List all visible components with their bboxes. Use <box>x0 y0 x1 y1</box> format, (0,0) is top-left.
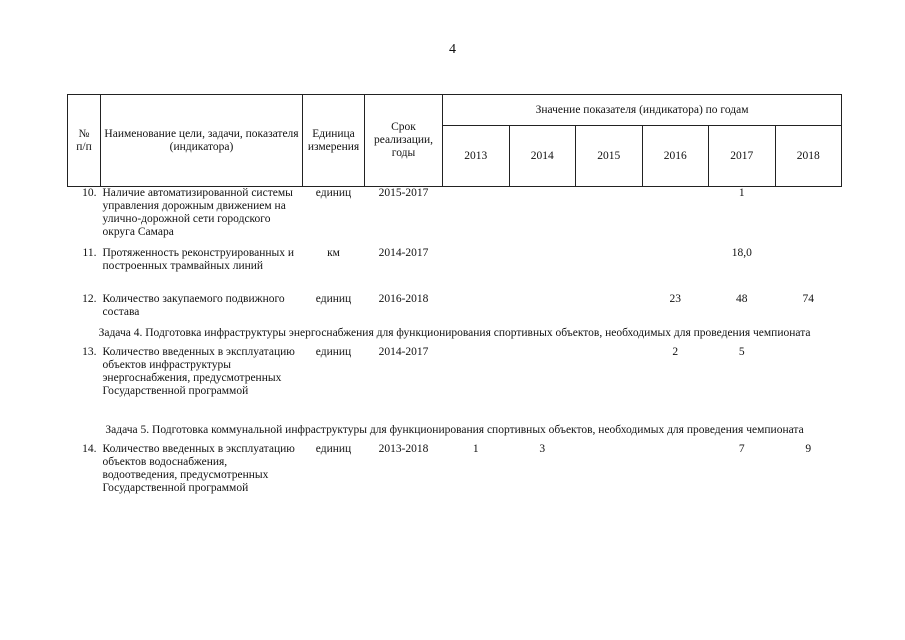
row-unit: единиц <box>315 443 352 455</box>
row-value-2018 <box>775 247 842 293</box>
row-name: Наличие автоматизированной системы управления дорожным движением на улично-дорожной сети городского округа Самара <box>102 187 293 238</box>
row-value-2014: 3 <box>539 443 546 455</box>
row-unit: единиц <box>315 293 352 305</box>
row-value-2017: 1 <box>738 187 745 199</box>
row-num: 10. <box>82 187 97 199</box>
row-value-2015 <box>576 247 643 293</box>
row-value-2015 <box>576 187 643 248</box>
row-value-2013 <box>443 247 510 293</box>
header-year: 2017 <box>709 126 776 187</box>
header-year: 2018 <box>775 126 842 187</box>
row-num: 13. <box>82 346 97 358</box>
table-row <box>68 187 842 248</box>
header-year: 2015 <box>576 126 643 187</box>
header-name: Наименование цели, задачи, показателя (индикатора) <box>101 95 303 187</box>
indicators-table <box>67 94 842 513</box>
table-row <box>68 443 842 513</box>
header-year: 2014 <box>509 126 576 187</box>
row-value-2018: 74 <box>802 293 815 305</box>
header-year: 2013 <box>443 126 510 187</box>
row-value-2015 <box>576 293 643 319</box>
row-value-2017: 48 <box>736 293 748 305</box>
row-value-2014 <box>509 247 576 293</box>
header-values-group: Значение показателя (индикатора) по годам <box>443 95 842 126</box>
row-value-2016: 23 <box>669 293 681 305</box>
row-value-2016 <box>642 247 709 293</box>
row-period: 2016-2018 <box>378 293 429 305</box>
table-row <box>68 293 842 319</box>
row-unit: единиц <box>315 187 352 199</box>
task-4-heading: Задача 4. Подготовка инфраструктуры энергоснабжения для функционирования спортивных объектов, необходимых для проведения чемпионата <box>98 327 811 339</box>
task-heading-row <box>68 416 842 443</box>
row-value-2013: 1 <box>472 443 479 455</box>
row-unit: единиц <box>315 346 352 358</box>
table-row <box>68 247 842 293</box>
task-heading-row <box>68 319 842 346</box>
header-year: 2016 <box>642 126 709 187</box>
row-value-2016 <box>642 187 709 248</box>
row-value-2017: 18,0 <box>731 247 752 259</box>
row-value-2017: 5 <box>738 346 745 358</box>
row-name: Количество введенных в эксплуатацию объектов водоснабжения, водоотведения, предусмотренных Государственной программой <box>102 443 295 494</box>
row-name: Протяженность реконструированных и построенных трамвайных линий <box>102 247 295 272</box>
table-row <box>68 346 842 416</box>
row-value-2015 <box>576 346 643 416</box>
row-value-2015 <box>576 443 643 513</box>
row-num: 11. <box>82 247 97 259</box>
row-period: 2014-2017 <box>378 346 429 358</box>
task-5-heading: Задача 5. Подготовка коммунальной инфраструктуры для функционирования спортивных объектов, необходимых для проведения чемпионата <box>105 424 804 436</box>
row-value-2017: 7 <box>738 443 745 455</box>
row-name: Количество введенных в эксплуатацию объектов инфраструктуры энергоснабжения, предусмотренных Государственной программой <box>102 346 295 397</box>
row-value-2013 <box>443 293 510 319</box>
row-value-2013 <box>443 187 510 248</box>
row-value-2018 <box>775 346 842 416</box>
row-value-2018: 9 <box>805 443 812 455</box>
header-num: № п/п <box>68 95 101 187</box>
row-value-2016: 2 <box>672 346 679 358</box>
row-unit: км <box>327 247 340 259</box>
row-value-2018 <box>775 187 842 248</box>
row-period: 2015-2017 <box>378 187 429 199</box>
row-num: 12. <box>82 293 97 305</box>
row-value-2013 <box>443 346 510 416</box>
row-period: 2014-2017 <box>378 247 429 259</box>
row-value-2014 <box>509 293 576 319</box>
row-value-2016 <box>642 443 709 513</box>
row-value-2014 <box>509 346 576 416</box>
row-value-2014 <box>509 187 576 248</box>
row-period: 2013-2018 <box>378 443 429 455</box>
header-period: Срок реализации, годы <box>365 95 443 187</box>
page-number: 4 <box>449 42 456 57</box>
header-unit: Единица измерения <box>303 95 365 187</box>
row-num: 14. <box>82 443 97 455</box>
row-name: Количество закупаемого подвижного состава <box>102 293 285 318</box>
